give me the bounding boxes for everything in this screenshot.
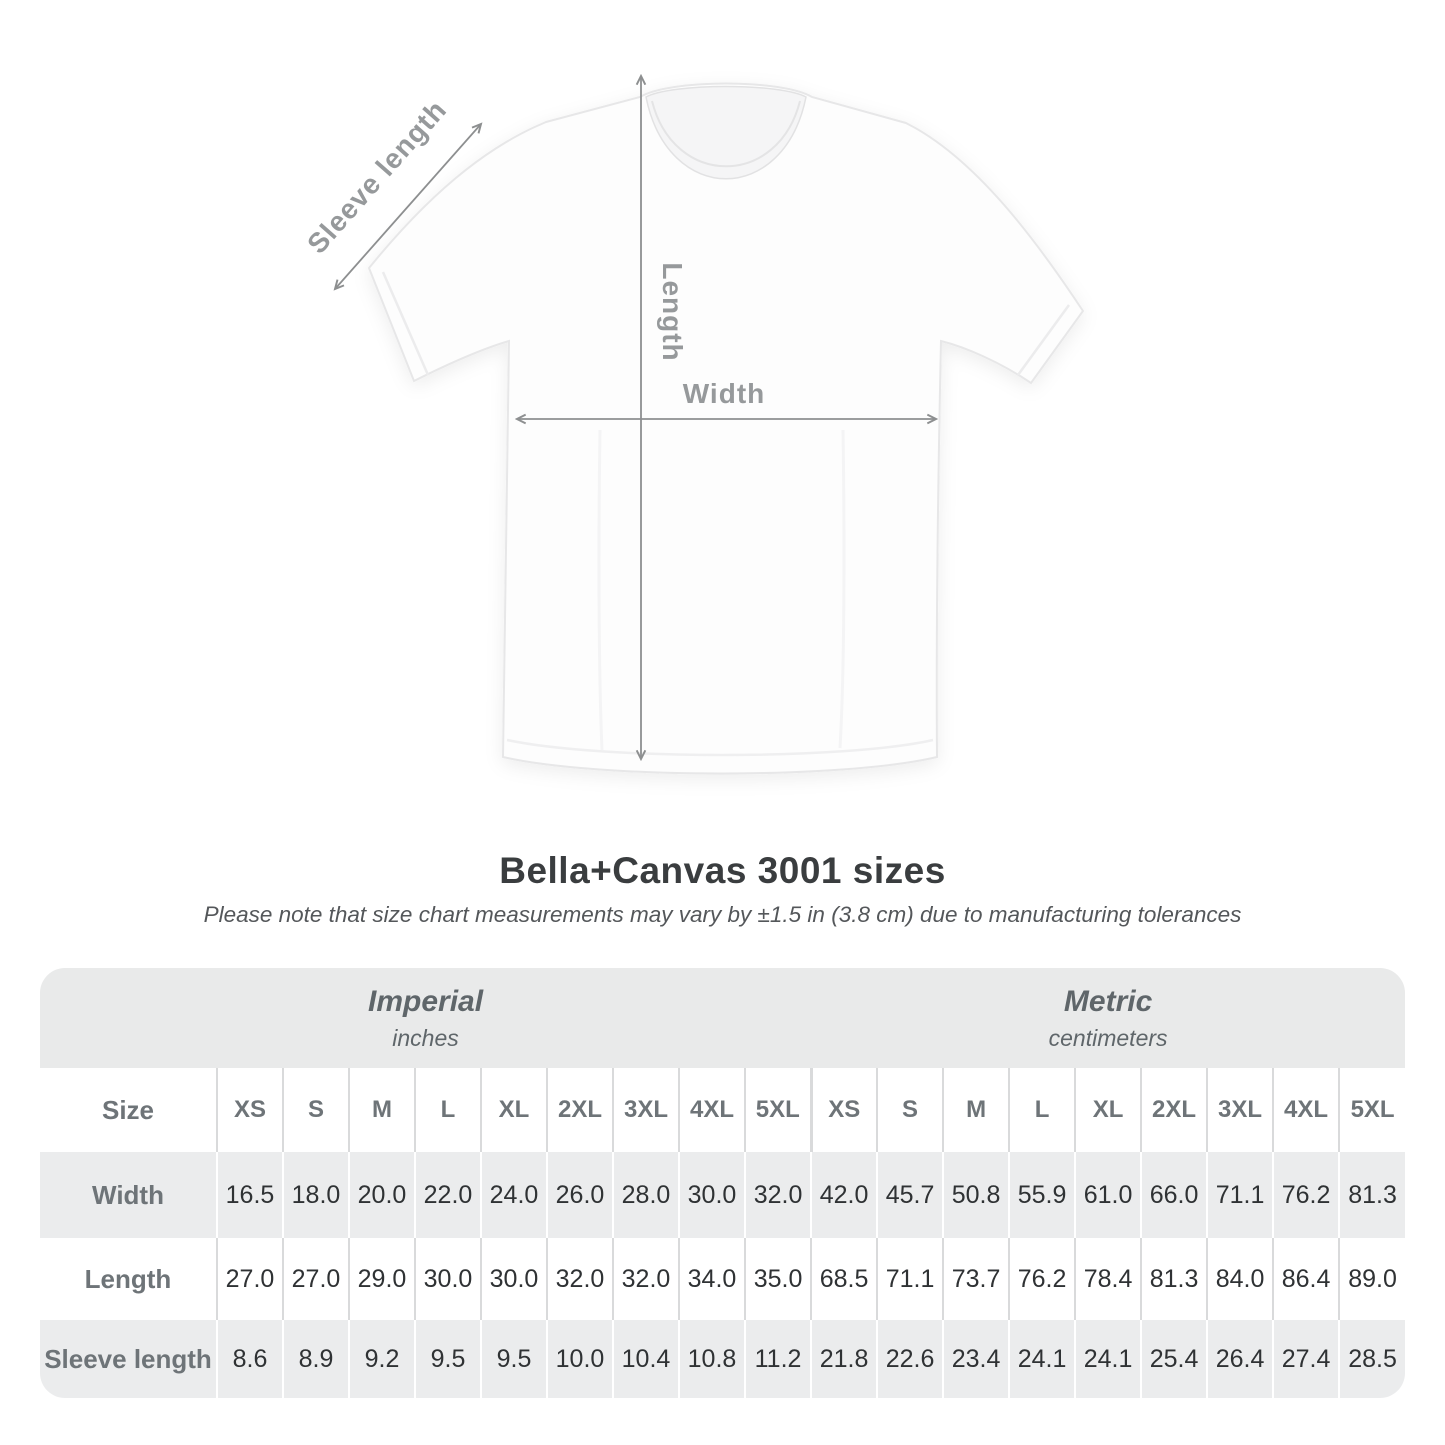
imperial-title: Imperial (368, 984, 484, 1018)
size-col-header: S (283, 1068, 349, 1152)
size-col-header: 3XL (1207, 1068, 1273, 1152)
value-cell: 10.0 (547, 1320, 613, 1398)
value-cell: 10.4 (613, 1320, 679, 1398)
value-cell: 28.5 (1339, 1320, 1405, 1398)
value-cell: 28.0 (613, 1152, 679, 1238)
value-cell: 30.0 (679, 1152, 745, 1238)
sleeve-length-row (40, 1320, 1405, 1398)
value-cell: 45.7 (877, 1152, 943, 1238)
value-cell: 18.0 (283, 1152, 349, 1238)
size-col-header: 2XL (547, 1068, 613, 1152)
value-cell: 78.4 (1075, 1238, 1141, 1320)
value-cell: 81.3 (1339, 1152, 1405, 1238)
tshirt-body (369, 84, 1083, 774)
value-cell: 32.0 (745, 1152, 811, 1238)
size-col-header: L (1009, 1068, 1075, 1152)
value-cell: 9.5 (481, 1320, 547, 1398)
value-cell: 32.0 (613, 1238, 679, 1320)
value-cell: 76.2 (1273, 1152, 1339, 1238)
imperial-unit: inches (392, 1024, 459, 1051)
value-cell: 66.0 (1141, 1152, 1207, 1238)
size-col-header: 2XL (1141, 1068, 1207, 1152)
value-cell: 8.9 (283, 1320, 349, 1398)
metric-unit: centimeters (1048, 1024, 1168, 1051)
length-row (40, 1238, 1405, 1320)
imperial-header (40, 968, 811, 1068)
value-cell: 26.0 (547, 1152, 613, 1238)
value-cell: 26.4 (1207, 1320, 1273, 1398)
value-cell: 35.0 (745, 1238, 811, 1320)
value-cell: 29.0 (349, 1238, 415, 1320)
value-cell: 30.0 (481, 1238, 547, 1320)
size-header-row (40, 1068, 1405, 1152)
value-cell: 16.5 (217, 1152, 283, 1238)
width-label: Width (682, 378, 766, 409)
value-cell: 22.0 (415, 1152, 481, 1238)
value-cell: 24.1 (1075, 1320, 1141, 1398)
size-col-header: XS (217, 1068, 283, 1152)
value-cell: 42.0 (811, 1152, 877, 1238)
size-col-header: L (415, 1068, 481, 1152)
value-cell: 71.1 (877, 1238, 943, 1320)
value-cell: 81.3 (1141, 1238, 1207, 1320)
size-col-header: M (943, 1068, 1009, 1152)
size-col-header: 5XL (1339, 1068, 1405, 1152)
value-cell: 50.8 (943, 1152, 1009, 1238)
value-cell: 27.0 (217, 1238, 283, 1320)
value-cell: 11.2 (745, 1320, 811, 1398)
value-cell: 34.0 (679, 1238, 745, 1320)
value-cell: 30.0 (415, 1238, 481, 1320)
size-col-header: XL (481, 1068, 547, 1152)
value-cell: 8.6 (217, 1320, 283, 1398)
value-cell: 89.0 (1339, 1238, 1405, 1320)
size-col-header: 4XL (1273, 1068, 1339, 1152)
row-label: Sleeve length (40, 1320, 217, 1398)
value-cell: 68.5 (811, 1238, 877, 1320)
metric-header (811, 968, 1405, 1068)
value-cell: 32.0 (547, 1238, 613, 1320)
size-corner-label: Size (40, 1068, 217, 1152)
value-cell: 76.2 (1009, 1238, 1075, 1320)
value-cell: 23.4 (943, 1320, 1009, 1398)
value-cell: 27.4 (1273, 1320, 1339, 1398)
value-cell: 10.8 (679, 1320, 745, 1398)
page-title: Bella+Canvas 3001 sizes (499, 850, 946, 891)
length-label: Length (657, 262, 688, 362)
size-chart-table (40, 968, 1405, 1398)
tshirt-graphic (369, 84, 1083, 774)
size-col-header: XS (811, 1068, 877, 1152)
unit-header-row (40, 968, 1405, 1068)
sleeve-length-label: Sleeve length (301, 93, 453, 260)
value-cell: 25.4 (1141, 1320, 1207, 1398)
value-cell: 9.5 (415, 1320, 481, 1398)
row-label: Length (84, 1263, 172, 1294)
value-cell: 84.0 (1207, 1238, 1273, 1320)
value-cell: 86.4 (1273, 1238, 1339, 1320)
size-col-header: 3XL (613, 1068, 679, 1152)
size-chart-table-wrapper (40, 968, 1405, 1398)
size-col-header: 5XL (745, 1068, 811, 1152)
value-cell: 24.0 (481, 1152, 547, 1238)
size-col-header: 4XL (679, 1068, 745, 1152)
value-cell: 27.0 (283, 1238, 349, 1320)
page-subtitle: Please note that size chart measurements may vary by ±1.5 in (3.8 cm) due to manufacturing tolerances (203, 902, 1242, 927)
value-cell: 61.0 (1075, 1152, 1141, 1238)
width-row (40, 1152, 1405, 1238)
value-cell: 21.8 (811, 1320, 877, 1398)
value-cell: 24.1 (1009, 1320, 1075, 1398)
row-label: Width (40, 1152, 217, 1238)
value-cell: 9.2 (349, 1320, 415, 1398)
size-col-header: XL (1075, 1068, 1141, 1152)
size-col-header: M (349, 1068, 415, 1152)
value-cell: 55.9 (1009, 1152, 1075, 1238)
value-cell: 20.0 (349, 1152, 415, 1238)
value-cell: 73.7 (943, 1238, 1009, 1320)
value-cell: 71.1 (1207, 1152, 1273, 1238)
size-col-header: S (877, 1068, 943, 1152)
metric-title: Metric (1063, 984, 1153, 1018)
value-cell: 22.6 (877, 1320, 943, 1398)
